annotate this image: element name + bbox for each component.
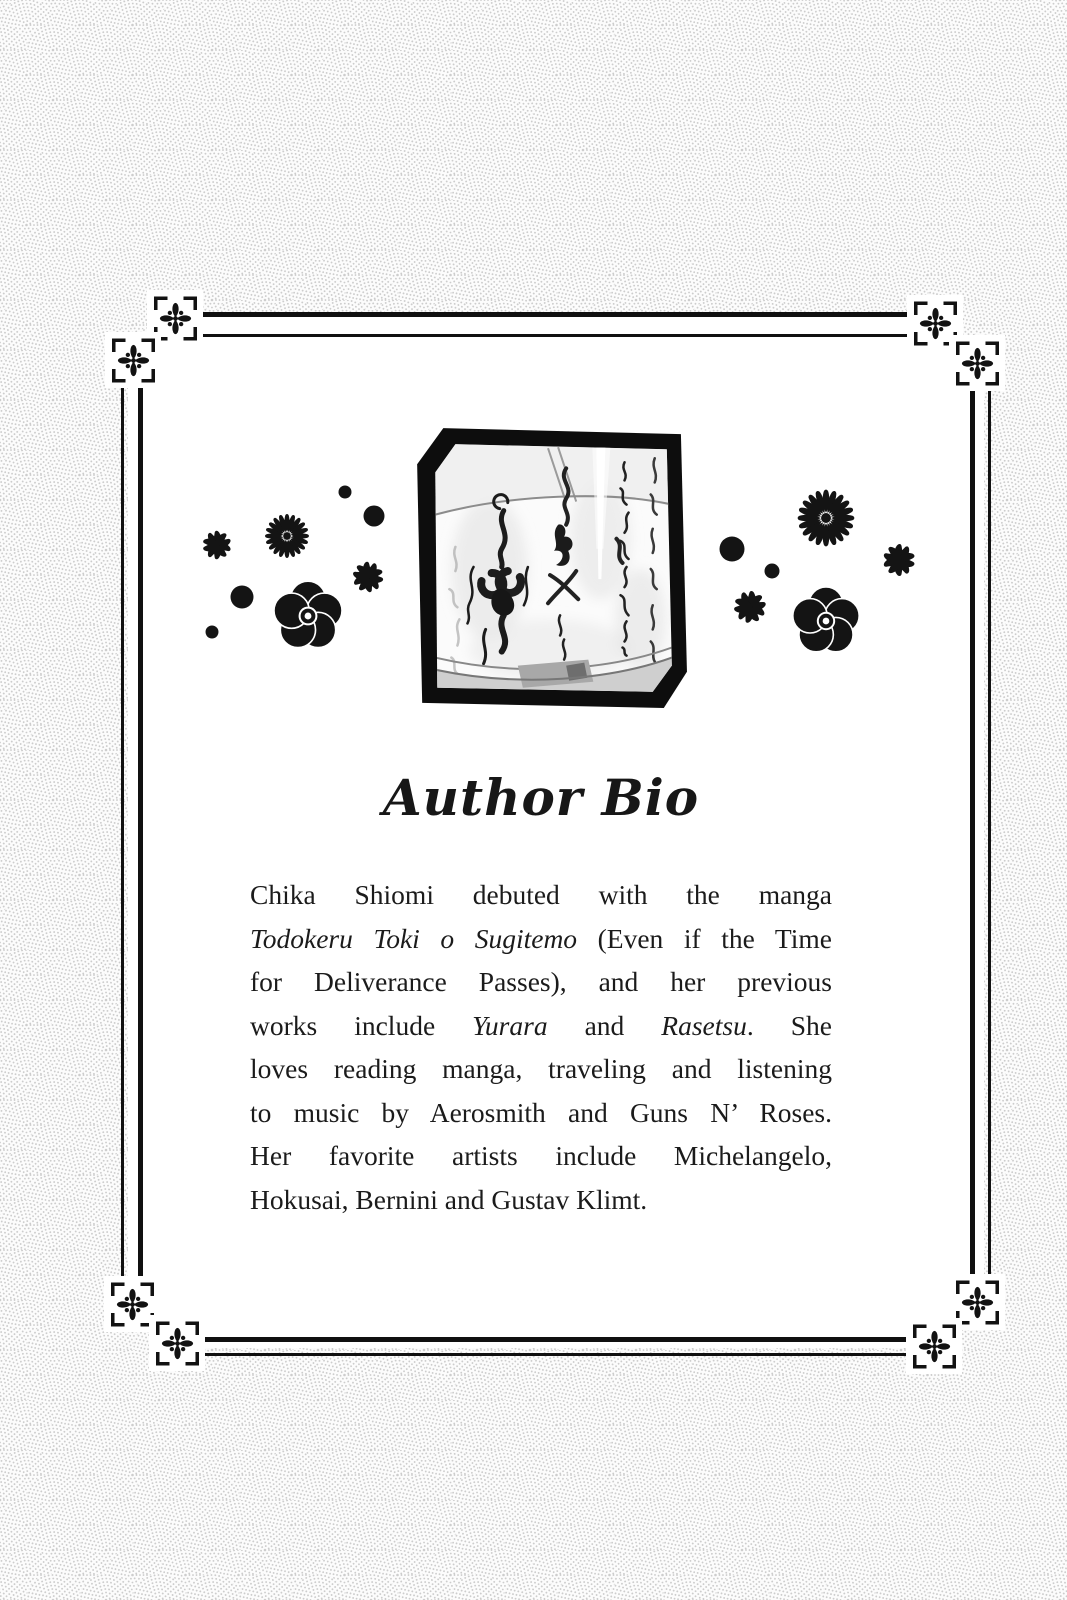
- frame-rule-right: [970, 386, 991, 1279]
- frame-rule-bottom: [200, 1337, 911, 1356]
- frame-rule-left: [121, 383, 143, 1281]
- frame-rule-top: [198, 312, 912, 337]
- bio-line: for Deliverance Passes), and her previous: [250, 966, 832, 997]
- page-title: Author Bio: [382, 768, 700, 827]
- bio-line: Hokusai, Bernini and Gustav Klimt.: [250, 1183, 648, 1215]
- text-column: [250, 768, 832, 1221]
- bio-line: Her favorite artists include Michelangelo,: [250, 1140, 832, 1171]
- bio-line: Todokeru Toki o Sugitemo (Even if the Time: [250, 922, 832, 954]
- bio-line: works include Yurara and Rasetsu. She: [250, 1009, 832, 1041]
- calligraphy-scroll-panel: [399, 418, 691, 721]
- bio-line: Chika Shiomi debuted with the manga: [250, 879, 832, 910]
- corner-ornament-icon: [949, 335, 1005, 391]
- corner-ornament-icon: [149, 1315, 205, 1371]
- bio-line: loves reading manga, traveling and listening: [250, 1053, 832, 1084]
- bio-text: [250, 873, 832, 1221]
- corner-ornament-icon: [105, 332, 161, 388]
- corner-ornament-icon: [906, 1318, 962, 1374]
- bio-line: to music by Aerosmith and Guns N’ Roses.: [250, 1096, 832, 1128]
